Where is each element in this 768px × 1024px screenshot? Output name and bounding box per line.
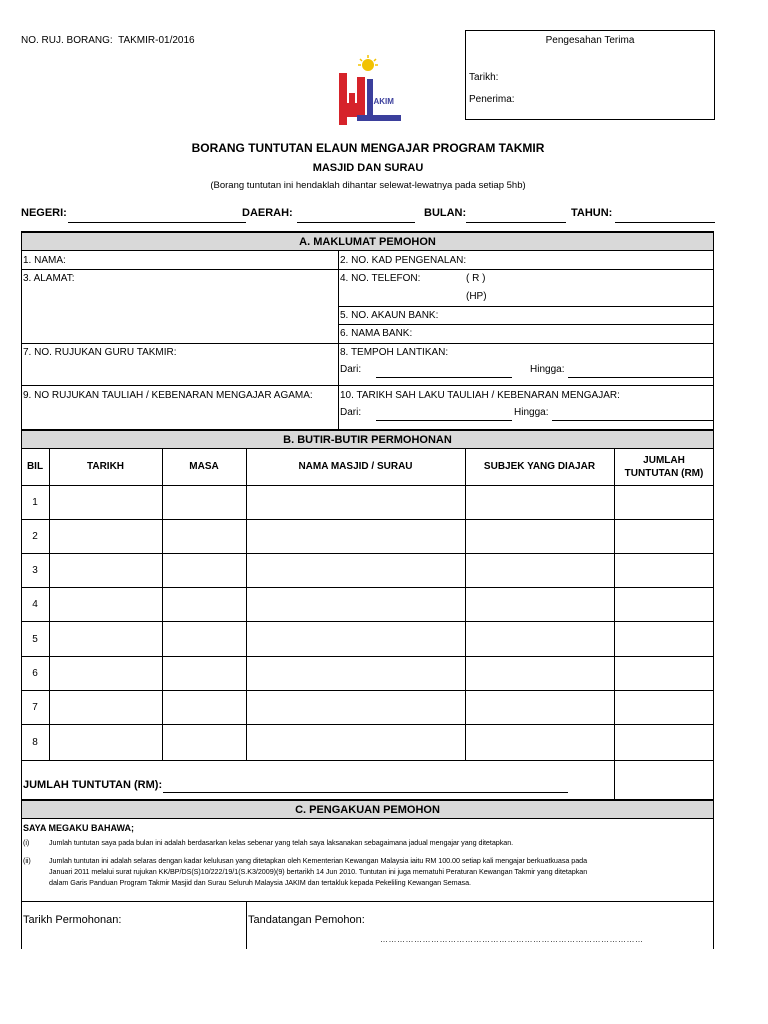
table-row-number: 1 bbox=[32, 497, 38, 508]
tahun-label: TAHUN: bbox=[571, 207, 613, 219]
appointment-to-line[interactable] bbox=[568, 377, 714, 378]
claims-table bbox=[21, 449, 714, 799]
total-claim-line[interactable] bbox=[163, 792, 568, 793]
section-a-header: A. MAKLUMAT PEMOHON bbox=[21, 231, 714, 251]
table-row-number: 5 bbox=[32, 634, 38, 645]
table-row-number: 8 bbox=[32, 737, 38, 748]
appointment-period-label: 8. TEMPOH LANTIKAN: bbox=[340, 347, 449, 358]
bank-account-label: 5. NO. AKAUN BANK: bbox=[340, 310, 439, 321]
signature-dotted-line[interactable]: ………………………………………………………………………………… bbox=[380, 935, 644, 944]
ic-number-label: 2. NO. KAD PENGENALAN: bbox=[340, 255, 467, 266]
form-ref-label: NO. RUJ. BORANG: bbox=[21, 35, 113, 46]
receipt-date-label: Tarikh: bbox=[469, 72, 499, 83]
tauliah-to-label: Hingga: bbox=[514, 407, 549, 418]
bank-name-label: 6. NAMA BANK: bbox=[340, 328, 413, 339]
section-b-header: B. BUTIR-BUTIR PERMOHONAN bbox=[21, 429, 714, 449]
table-row-number: 7 bbox=[32, 702, 38, 713]
form-reference bbox=[21, 35, 195, 46]
col-header-jumlah-2: TUNTUTAN (RM) bbox=[624, 468, 704, 479]
application-date-label: Tarikh Permohonan: bbox=[23, 914, 122, 926]
receipt-box-title: Pengesahan Terima bbox=[545, 35, 635, 46]
telefon-hp-label: (HP) bbox=[466, 291, 487, 302]
tauliah-from-line[interactable] bbox=[376, 420, 512, 421]
negeri-label: NEGERI: bbox=[21, 207, 67, 219]
declaration-ii-line3: dalam Garis Panduan Program Takmir Masjid dan Surau Seluruh Malaysia JAKIM dan tertakluk kepada Pekeliling Kewangan Semasa. bbox=[49, 878, 471, 887]
col-header-masa: MASA bbox=[189, 461, 219, 472]
tauliah-ref-label: 9. NO RUJUKAN TAULIAH / KEBENARAN MENGAJAR AGAMA: bbox=[23, 390, 313, 401]
logo-text: JAKIM bbox=[369, 97, 394, 106]
telefon-label: 4. NO. TELEFON: bbox=[340, 273, 421, 284]
bulan-input-line[interactable] bbox=[466, 222, 566, 223]
receipt-confirmation-box bbox=[465, 30, 715, 120]
form-ref-value: TAKMIR-01/2016 bbox=[118, 35, 195, 46]
form-title-line2: MASJID DAN SURAU bbox=[312, 162, 424, 174]
form-subtitle: (Borang tuntutan ini hendaklah dihantar selewat-lewatnya pada setiap 5hb) bbox=[210, 180, 526, 191]
appointment-from-label: Dari: bbox=[340, 364, 362, 375]
table-row-number: 6 bbox=[32, 668, 38, 679]
table-row-number: 3 bbox=[32, 565, 38, 576]
col-header-tarikh: TARIKH bbox=[86, 461, 125, 472]
teacher-ref-label: 7. NO. RUJUKAN GURU TAKMIR: bbox=[23, 347, 177, 358]
col-header-subjek: SUBJEK YANG DIAJAR bbox=[483, 461, 596, 472]
table-row-number: 2 bbox=[32, 531, 38, 542]
declaration-i-label: (i) bbox=[23, 838, 30, 847]
nama-label: 1. NAMA: bbox=[23, 255, 66, 266]
daerah-input-line[interactable] bbox=[297, 222, 415, 223]
declaration-ii-line2: Januari 2011 melalui surat rujukan KK/BP/DS(S)10/222/19/1(S.K3/2009)(9) bertarikh 14 Jun 2010. Tuntutan ini juga mematuhi Peraturan Kewangan Takmir yang ditetapkan bbox=[49, 867, 588, 876]
declaration-ii-line1: Jumlah tuntutan ini adalah selaras dengan kadar kelulusan yang ditetapkan oleh Kementerian Kewangan Malaysia iaitu RM 100.00 setiap kali mengajar berkuatkuasa pada bbox=[49, 856, 588, 865]
jakim-emblem-icon bbox=[335, 55, 405, 130]
tauliah-validity-label: 10. TARIKH SAH LAKU TAULIAH / KEBENARAN MENGAJAR: bbox=[340, 390, 620, 401]
negeri-input-line[interactable] bbox=[68, 222, 246, 223]
appointment-to-label: Hingga: bbox=[530, 364, 565, 375]
alamat-label: 3. ALAMAT: bbox=[23, 273, 75, 284]
declaration-heading: SAYA MEGAKU BAHAWA; bbox=[23, 823, 135, 833]
appointment-from-line[interactable] bbox=[376, 377, 512, 378]
total-claim-label: JUMLAH TUNTUTAN (RM): bbox=[23, 779, 163, 791]
section-c-header: C. PENGAKUAN PEMOHON bbox=[21, 799, 714, 819]
form-title-line1: BORANG TUNTUTAN ELAUN MENGAJAR PROGRAM TAKMIR bbox=[191, 141, 545, 155]
declaration-ii-label: (ii) bbox=[23, 856, 31, 865]
jakim-logo bbox=[335, 55, 405, 130]
bulan-label: BULAN: bbox=[424, 207, 467, 219]
table-row-number: 4 bbox=[32, 599, 38, 610]
receipt-receiver-label: Penerima: bbox=[469, 94, 515, 105]
applicant-signature-label: Tandatangan Pemohon: bbox=[248, 914, 365, 926]
tauliah-to-line[interactable] bbox=[552, 420, 714, 421]
tauliah-from-label: Dari: bbox=[340, 407, 362, 418]
col-header-masjid: NAMA MASJID / SURAU bbox=[298, 461, 413, 472]
daerah-label: DAERAH: bbox=[242, 207, 293, 219]
col-header-jumlah-1: JUMLAH bbox=[643, 455, 685, 466]
declaration-i-text: Jumlah tuntutan saya pada bulan ini adalah berdasarkan kelas sebenar yang telah saya laksanakan sebagaimana jadual mengajar yang ditetapkan. bbox=[49, 838, 514, 847]
tahun-input-line[interactable] bbox=[615, 222, 715, 223]
col-header-bil: BIL bbox=[26, 461, 44, 472]
telefon-r-label: ( R ) bbox=[466, 273, 486, 284]
